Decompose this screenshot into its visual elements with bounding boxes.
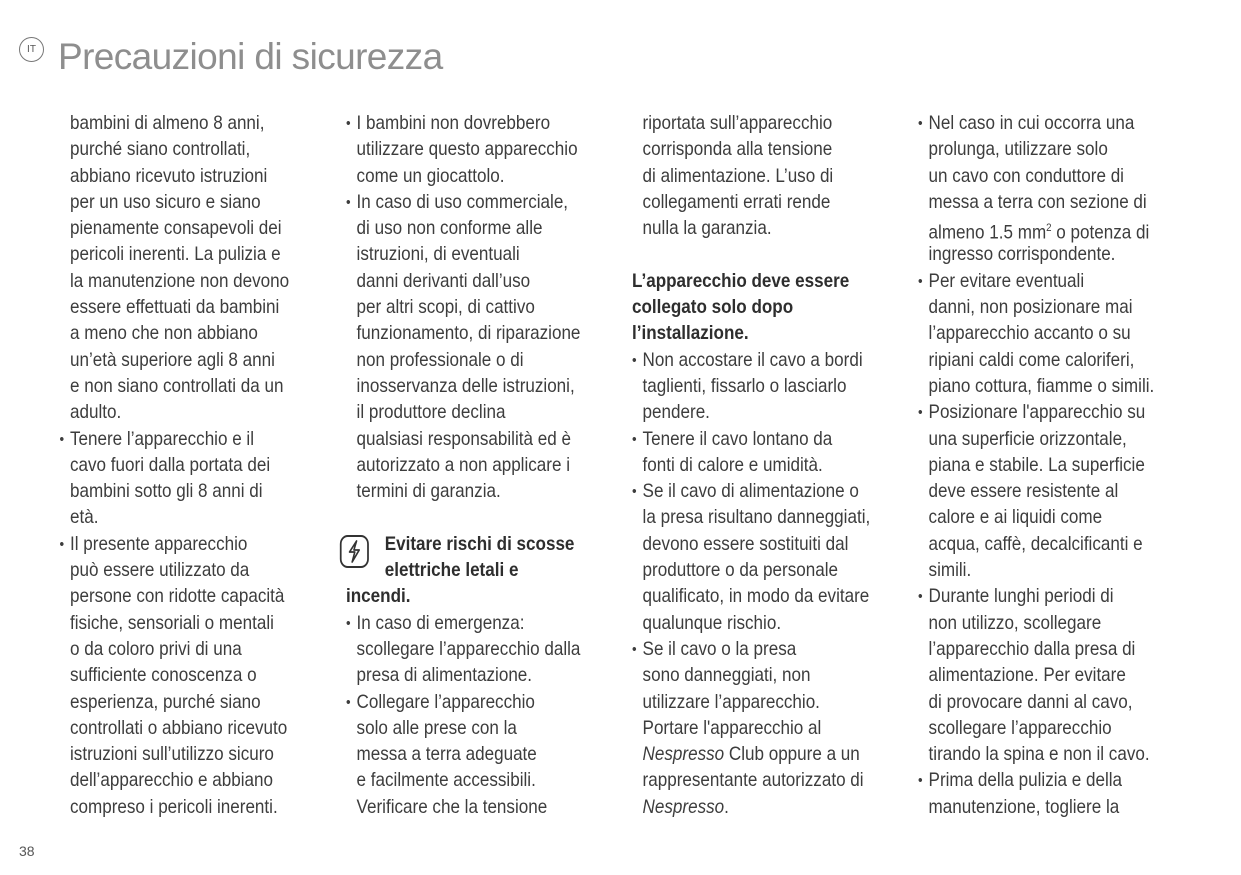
- text-line: di alimentazione. L’uso di: [642, 164, 834, 187]
- text-column-3: [632, 110, 870, 820]
- text-line: essere effettuati da bambini: [70, 296, 280, 319]
- text-line: persone con ridotte capacità: [70, 585, 285, 608]
- bullet-item: [346, 110, 580, 189]
- text-line: Portare l'apparecchio al: [642, 716, 822, 739]
- text-line: pericoli inerenti. La pulizia e: [70, 243, 281, 266]
- text-line: qualsiasi responsabilità ed è: [356, 427, 571, 450]
- text-line: solo alle prese con la: [356, 716, 517, 739]
- text-line: Nel caso in cui occorra una: [928, 112, 1135, 134]
- text-line: abbiano ricevuto istruzioni: [70, 164, 268, 187]
- text-line: compreso i pericoli inerenti.: [70, 795, 278, 818]
- section-heading: [346, 531, 580, 610]
- text-line: per altri scopi, di cattivo: [356, 296, 535, 319]
- text-line: nulla la garanzia.: [642, 217, 772, 240]
- page-number: 38: [19, 843, 35, 859]
- text-line: sono danneggiati, non: [642, 664, 811, 687]
- text-line: inosservanza delle istruzioni,: [356, 374, 575, 397]
- text-line: sufficiente conoscenza o: [70, 664, 257, 687]
- text-line: tirando la spina e non il cavo.: [928, 743, 1150, 766]
- text-line: pendere.: [642, 401, 710, 424]
- heading-line: Evitare rischi di scosse: [384, 532, 575, 555]
- text-line: ripiani caldi come caloriferi,: [928, 348, 1135, 371]
- heading-line: incendi.: [346, 585, 411, 608]
- text-line: In caso di uso commerciale,: [356, 190, 569, 213]
- bullet-item: [918, 767, 1154, 820]
- text-line: I bambini non dovrebbero: [356, 112, 551, 134]
- text-line: qualificato, in modo da evitare: [642, 585, 870, 608]
- text-line: istruzioni, di eventuali: [356, 243, 520, 266]
- heading-line: L’apparecchio deve essere: [632, 269, 850, 292]
- bullet-marker: •: [346, 614, 351, 632]
- bullet-item: [632, 636, 870, 820]
- bullet-item: [632, 478, 870, 636]
- text-line: qualunque rischio.: [642, 611, 782, 634]
- text-line: Se il cavo o la presa: [642, 637, 797, 660]
- text-line: acqua, caffè, decalcificanti e: [928, 532, 1143, 555]
- bullet-marker: •: [918, 272, 923, 290]
- text-line: Posizionare l'apparecchio su: [928, 401, 1146, 424]
- text-line: l’apparecchio accanto o su: [928, 322, 1131, 345]
- text-line: danni, non posizionare mai: [928, 296, 1133, 319]
- bullet-marker: •: [346, 115, 351, 132]
- bullet-marker: •: [632, 430, 637, 448]
- bullet-marker: •: [918, 404, 923, 422]
- text-line: dell’apparecchio e abbiano: [70, 769, 274, 792]
- text-line: devono essere sostituiti dal: [642, 532, 849, 555]
- page-title: Precauzioni di sicurezza: [58, 36, 443, 77]
- heading-line: l’installazione.: [632, 322, 749, 345]
- text-line: messa a terra con sezione di: [928, 190, 1147, 213]
- text-line: fonti di calore e umidità.: [642, 453, 823, 476]
- text-line: come un giocattolo.: [356, 164, 505, 187]
- bullet-marker: •: [632, 351, 637, 369]
- text-line: Durante lunghi periodi di: [928, 585, 1114, 608]
- text-line: istruzioni sull’utilizzo sicuro: [70, 743, 274, 766]
- text-line: utilizzare questo apparecchio: [356, 138, 578, 161]
- text-line: bambini di almeno 8 anni,: [70, 112, 265, 134]
- text-line: una superficie orizzontale,: [928, 427, 1127, 450]
- text-line: Tenere l’apparecchio e il: [70, 427, 255, 450]
- paragraph: [70, 110, 289, 426]
- heading-line: elettriche letali e: [384, 559, 519, 582]
- text-line: [918, 215, 1154, 244]
- bullet-item: [59, 426, 289, 531]
- text-line: Il presente apparecchio: [70, 532, 248, 555]
- brand-name: Nespresso: [642, 743, 725, 766]
- text-line: pienamente consapevoli dei: [70, 217, 282, 240]
- text-line: manutenzione, togliere la: [928, 795, 1120, 818]
- text-line: la presa risultano danneggiati,: [642, 506, 871, 529]
- bullet-marker: •: [918, 588, 923, 606]
- superscript: 2: [1046, 222, 1052, 235]
- section-heading: [632, 268, 870, 347]
- bullet-marker: •: [59, 430, 65, 448]
- text-line: Per evitare eventuali: [928, 269, 1085, 292]
- bullet-item: [918, 399, 1154, 583]
- text-line: e facilmente accessibili.: [356, 769, 536, 792]
- text-line: riportata sull’apparecchio: [642, 112, 833, 134]
- text-line: rappresentante autorizzato di: [642, 769, 864, 792]
- text-line: l’apparecchio dalla presa di: [928, 637, 1136, 660]
- text-fragment: .: [724, 795, 729, 818]
- bullet-item: [918, 268, 1154, 399]
- text-column-4: [918, 110, 1154, 820]
- text-line: taglienti, fissarlo o lasciarlo: [642, 374, 847, 397]
- text-line: collegamenti errati rende: [642, 190, 831, 213]
- text-fragment: almeno 1.5 mm: [928, 221, 1047, 244]
- text-line: simili.: [928, 559, 972, 582]
- text-line: produttore o da personale: [642, 559, 838, 582]
- bullet-item: [918, 110, 1154, 268]
- text-line: [632, 794, 870, 820]
- text-line: prolunga, utilizzare solo: [928, 138, 1108, 161]
- text-line: purché siano controllati,: [70, 138, 251, 161]
- text-line: piano cottura, fiamme o simili.: [928, 374, 1155, 397]
- spacer: [346, 504, 580, 530]
- text-line: cavo fuori dalla portata dei: [70, 453, 271, 476]
- text-line: può essere utilizzato da: [70, 559, 250, 582]
- text-line: e non siano controllati da un: [70, 374, 284, 397]
- text-line: alimentazione. Per evitare: [928, 664, 1126, 687]
- text-line: il produttore declina: [356, 401, 506, 424]
- text-column-2: [346, 110, 580, 820]
- text-line: un’età superiore agli 8 anni: [70, 348, 275, 371]
- bullet-marker: •: [918, 772, 923, 790]
- text-line: Prima della pulizia e della: [928, 769, 1123, 792]
- text-line: per un uso sicuro e siano: [70, 190, 261, 213]
- text-line: a meno che non abbiano: [70, 322, 258, 345]
- paragraph: [632, 110, 870, 241]
- text-line: di uso non conforme alle: [356, 217, 543, 240]
- text-line: danni derivanti dall’uso: [356, 269, 531, 292]
- text-line: o da coloro privi di una: [70, 637, 242, 660]
- bullet-marker: •: [59, 535, 65, 553]
- text-line: piana e stabile. La superficie: [928, 453, 1145, 476]
- text-line: utilizzare l’apparecchio.: [642, 690, 820, 713]
- text-line: adulto.: [70, 401, 122, 424]
- text-line: presa di alimentazione.: [356, 664, 533, 687]
- bullet-item: [346, 189, 580, 505]
- text-line: Tenere il cavo lontano da: [642, 427, 833, 450]
- text-line: deve essere resistente al: [928, 480, 1119, 503]
- spacer: [632, 241, 870, 267]
- text-line: non professionale o di: [356, 348, 524, 371]
- text-line: scollegare l’apparecchio: [928, 716, 1112, 739]
- text-line: esperienza, purché siano: [70, 690, 261, 713]
- text-line: In caso di emergenza:: [356, 611, 525, 634]
- text-fragment: Club oppure a un: [724, 743, 860, 766]
- bullet-marker: •: [918, 115, 923, 132]
- bullet-marker: •: [346, 193, 351, 211]
- text-line: ingresso corrispondente.: [928, 243, 1116, 266]
- text-line: Collegare l’apparecchio: [356, 690, 535, 713]
- text-line: autorizzato a non applicare i: [356, 453, 571, 476]
- text-line: termini di garanzia.: [356, 480, 501, 503]
- bullet-item: [346, 689, 580, 820]
- text-fragment: o potenza di: [1051, 221, 1150, 244]
- text-line: fisiche, sensoriali o mentali: [70, 611, 274, 634]
- text-line: un cavo con conduttore di: [928, 164, 1124, 187]
- text-line: [632, 741, 870, 767]
- electric-shock-warning-icon: [339, 534, 370, 569]
- language-badge: IT: [19, 37, 44, 62]
- text-line: Verificare che la tensione: [356, 795, 548, 818]
- text-column-1: [59, 110, 290, 820]
- text-line: Non accostare il cavo a bordi: [642, 348, 863, 371]
- bullet-item: [632, 426, 870, 479]
- bullet-item: [346, 610, 580, 689]
- bullet-marker: •: [346, 693, 351, 711]
- heading-line: collegato solo dopo: [632, 296, 794, 319]
- bullet-marker: •: [632, 640, 637, 658]
- text-line: controllati o abbiano ricevuto: [70, 716, 288, 739]
- text-line: bambini sotto gli 8 anni di: [70, 480, 263, 503]
- text-line: di provocare danni al cavo,: [928, 690, 1133, 713]
- text-line: la manutenzione non devono: [70, 269, 290, 292]
- bullet-marker: •: [632, 483, 637, 501]
- text-line: Se il cavo di alimentazione o: [642, 480, 859, 503]
- text-line: messa a terra adeguate: [356, 743, 537, 766]
- brand-name: Nespresso: [642, 795, 725, 818]
- text-line: funzionamento, di riparazione: [356, 322, 581, 345]
- text-line: non utilizzo, scollegare: [928, 611, 1102, 634]
- bullet-item: [59, 531, 289, 820]
- bullet-item: [632, 347, 870, 426]
- text-line: scollegare l’apparecchio dalla: [356, 637, 581, 660]
- text-line: corrisponda alla tensione: [642, 138, 833, 161]
- text-line: età.: [70, 506, 99, 529]
- bullet-item: [918, 583, 1154, 767]
- text-line: calore e ai liquidi come: [928, 506, 1103, 529]
